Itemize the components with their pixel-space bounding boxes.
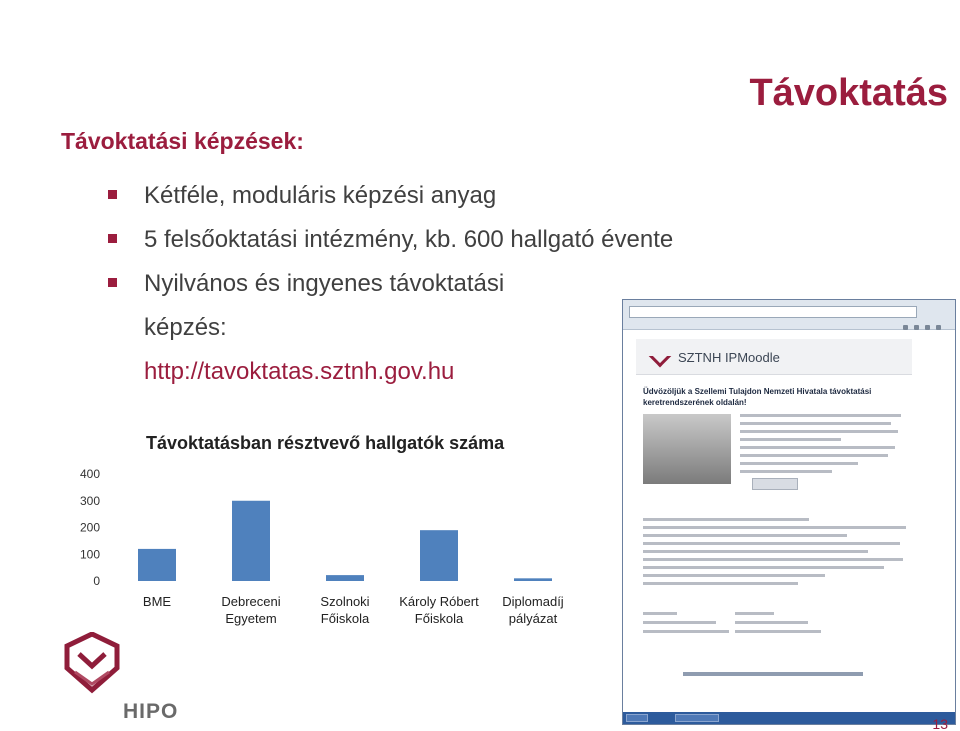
hipo-logo-text: HIPO: [123, 700, 179, 723]
moodle-logo-icon: [649, 345, 672, 368]
taskbar-item: [675, 714, 719, 722]
moodle-footer: [683, 672, 863, 676]
hipo-logo-icon: [63, 632, 121, 696]
x-category-label-line: Főiskola: [414, 611, 464, 626]
page-title: Távoktatás: [749, 72, 948, 114]
bullet-text: Kétféle, moduláris képzési anyag: [144, 182, 497, 209]
moodle-welcome: Üdvözöljük a Szellemi Tulajdon Nemzeti Hivatala távoktatási keretrendszerének oldalán!: [643, 387, 872, 407]
bullet-square-icon: [108, 278, 117, 287]
taskbar-start-icon: [626, 714, 648, 722]
bar: [326, 575, 364, 581]
x-category-label-line: pályázat: [508, 611, 558, 626]
y-tick-label: 300: [79, 493, 100, 508]
x-category-label-line: Szolnoki: [320, 594, 370, 609]
moodle-links-text: [643, 518, 911, 590]
address-bar: [629, 306, 917, 318]
bullet-text: 5 felsőoktatási intézmény, kb. 600 hallgató évente: [144, 226, 674, 253]
x-category-label-line: Károly Róbert: [399, 594, 479, 609]
moodle-banner: [636, 339, 912, 375]
bullet-text: Nyilvános és ingyenes távoktatási: [144, 270, 505, 297]
bullet-square-icon: [108, 190, 117, 199]
chart-title: Távoktatásban résztvevő hallgatók száma: [146, 433, 505, 453]
browser-button-icon: [936, 325, 941, 330]
browser-button-icon: [914, 325, 919, 330]
bullet-square-icon: [108, 234, 117, 243]
x-category-label-line: Debreceni: [221, 594, 281, 609]
x-category-label: [483, 593, 583, 627]
browser-button-icon: [925, 325, 930, 330]
x-category-label: [389, 593, 489, 627]
moodle-login-button: [752, 478, 798, 490]
moodle-intro-text: [740, 414, 908, 490]
bar: [514, 578, 552, 581]
y-tick-label: 100: [79, 547, 100, 562]
page-number: 13: [932, 716, 948, 731]
bar-chart: [60, 450, 600, 590]
y-tick-label: 200: [79, 520, 100, 535]
bar: [232, 501, 270, 581]
bar: [138, 549, 176, 581]
moodle-contacts: [643, 612, 911, 639]
y-tick-label: 400: [79, 467, 100, 481]
y-tick-label: 0: [93, 574, 100, 588]
section-title: Távoktatási képzések:: [61, 128, 304, 154]
x-category-label: [295, 593, 395, 627]
x-category-label-line: BME: [142, 594, 172, 609]
x-category-label-line: Főiskola: [320, 611, 370, 626]
bullet-item: [108, 218, 828, 262]
windows-taskbar: [623, 712, 955, 724]
x-category-label-line: Diplomadíj: [502, 594, 564, 609]
bullet-continuation: képzés:: [144, 314, 227, 341]
moodle-photo: [643, 414, 731, 484]
bullet-item: [108, 174, 828, 218]
browser-button-icon: [903, 325, 908, 330]
tavoktatas-link[interactable]: http://tavoktatas.sztnh.gov.hu: [144, 358, 455, 385]
ipmoodle-screenshot: [622, 299, 956, 725]
moodle-brand: SZTNH IPMoodle: [678, 350, 780, 365]
x-category-label-line: Egyetem: [225, 611, 277, 626]
bar: [420, 530, 458, 581]
x-category-label: [107, 593, 207, 610]
browser-chrome: [623, 300, 955, 330]
x-category-label: [201, 593, 301, 627]
